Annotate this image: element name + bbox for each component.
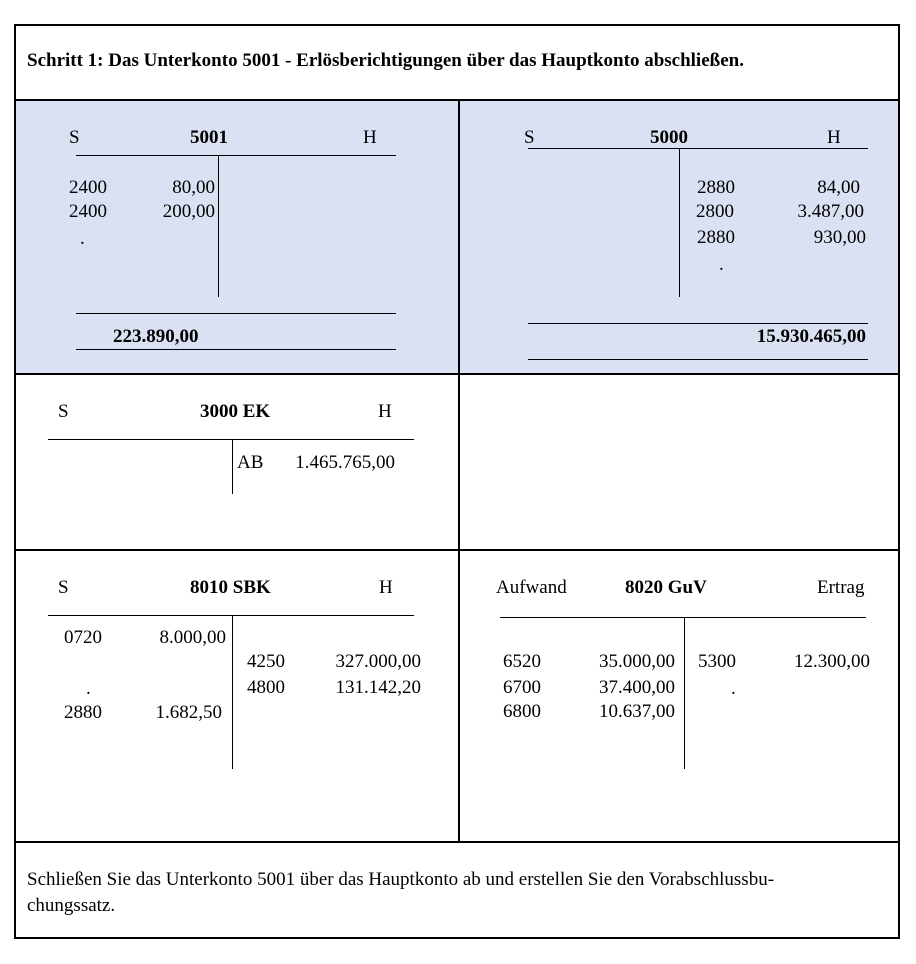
account-title: 5001: [190, 127, 228, 148]
sum-line: [76, 313, 396, 314]
konto-number: 6800: [503, 701, 541, 722]
account-title: 5000: [650, 127, 688, 148]
aufwand-label: Aufwand: [496, 577, 567, 598]
konto-number: 2400: [69, 201, 107, 222]
amount: 12.300,00: [794, 651, 870, 672]
amount: 1.682,50: [155, 702, 222, 723]
haben-label: H: [363, 127, 377, 148]
account-title: 3000 EK: [200, 401, 271, 422]
amount: 37.400,00: [599, 677, 675, 698]
amount: 930,00: [813, 227, 866, 248]
soll-label: S: [58, 577, 69, 598]
instruction-text: Schließen Sie das Unterkonto 5001 über das Hauptkonto ab und erstellen Sie den Vorabschlussbu-: [27, 869, 775, 890]
t-line: [500, 617, 866, 618]
column-divider: [458, 100, 460, 842]
t-line: [684, 617, 685, 769]
ellipsis-dot: .: [719, 254, 724, 275]
divider: [14, 841, 900, 843]
t-line: [232, 439, 233, 494]
amount: 3.487,00: [797, 201, 864, 222]
ellipsis-dot: .: [86, 678, 91, 699]
konto-number: 2880: [64, 702, 102, 723]
account-total: 15.930.465,00: [756, 326, 866, 347]
konto-number: 4800: [247, 677, 285, 698]
sum-line: [528, 323, 868, 324]
t-line: [76, 155, 396, 156]
ellipsis-dot: .: [731, 678, 736, 699]
t-line: [232, 615, 233, 769]
divider: [14, 549, 900, 551]
t-line: [218, 155, 219, 297]
t-line: [48, 439, 414, 440]
konto-number: 5300: [698, 651, 736, 672]
divider: [14, 373, 900, 375]
soll-label: S: [69, 127, 80, 148]
ellipsis-dot: .: [80, 228, 85, 249]
ertrag-label: Ertrag: [817, 577, 865, 598]
konto-number: 6700: [503, 677, 541, 698]
amount: 8.000,00: [159, 627, 226, 648]
konto-number: 6520: [503, 651, 541, 672]
ab-label: AB: [237, 452, 264, 473]
amount: 200,00: [162, 201, 215, 222]
task-title: Schritt 1: Das Unterkonto 5001 - Erlösberichtigungen über das Hauptkonto abschließen.: [27, 50, 744, 71]
konto-number: 2880: [697, 227, 735, 248]
t-line: [679, 148, 680, 297]
amount: 1.465.765,00: [295, 452, 395, 473]
sum-line: [76, 349, 396, 350]
instruction-text-continued: chungssatz.: [27, 895, 116, 916]
amount: 35.000,00: [599, 651, 675, 672]
konto-number: 4250: [247, 651, 285, 672]
account-total: 223.890,00: [113, 326, 199, 347]
haben-label: H: [378, 401, 392, 422]
soll-label: S: [524, 127, 535, 148]
soll-label: S: [58, 401, 69, 422]
konto-number: 2400: [69, 177, 107, 198]
amount: 10.637,00: [599, 701, 675, 722]
amount: 131.142,20: [335, 677, 421, 698]
amount: 80,00: [172, 177, 215, 198]
t-line: [48, 615, 414, 616]
haben-label: H: [827, 127, 841, 148]
haben-label: H: [379, 577, 393, 598]
konto-number: 2800: [696, 201, 734, 222]
account-title: 8020 GuV: [625, 577, 707, 598]
amount: 84,00: [817, 177, 860, 198]
account-title: 8010 SBK: [190, 577, 271, 598]
amount: 327.000,00: [335, 651, 421, 672]
sum-line: [528, 359, 868, 360]
konto-number: 2880: [697, 177, 735, 198]
t-line: [528, 148, 868, 149]
konto-number: 0720: [64, 627, 102, 648]
